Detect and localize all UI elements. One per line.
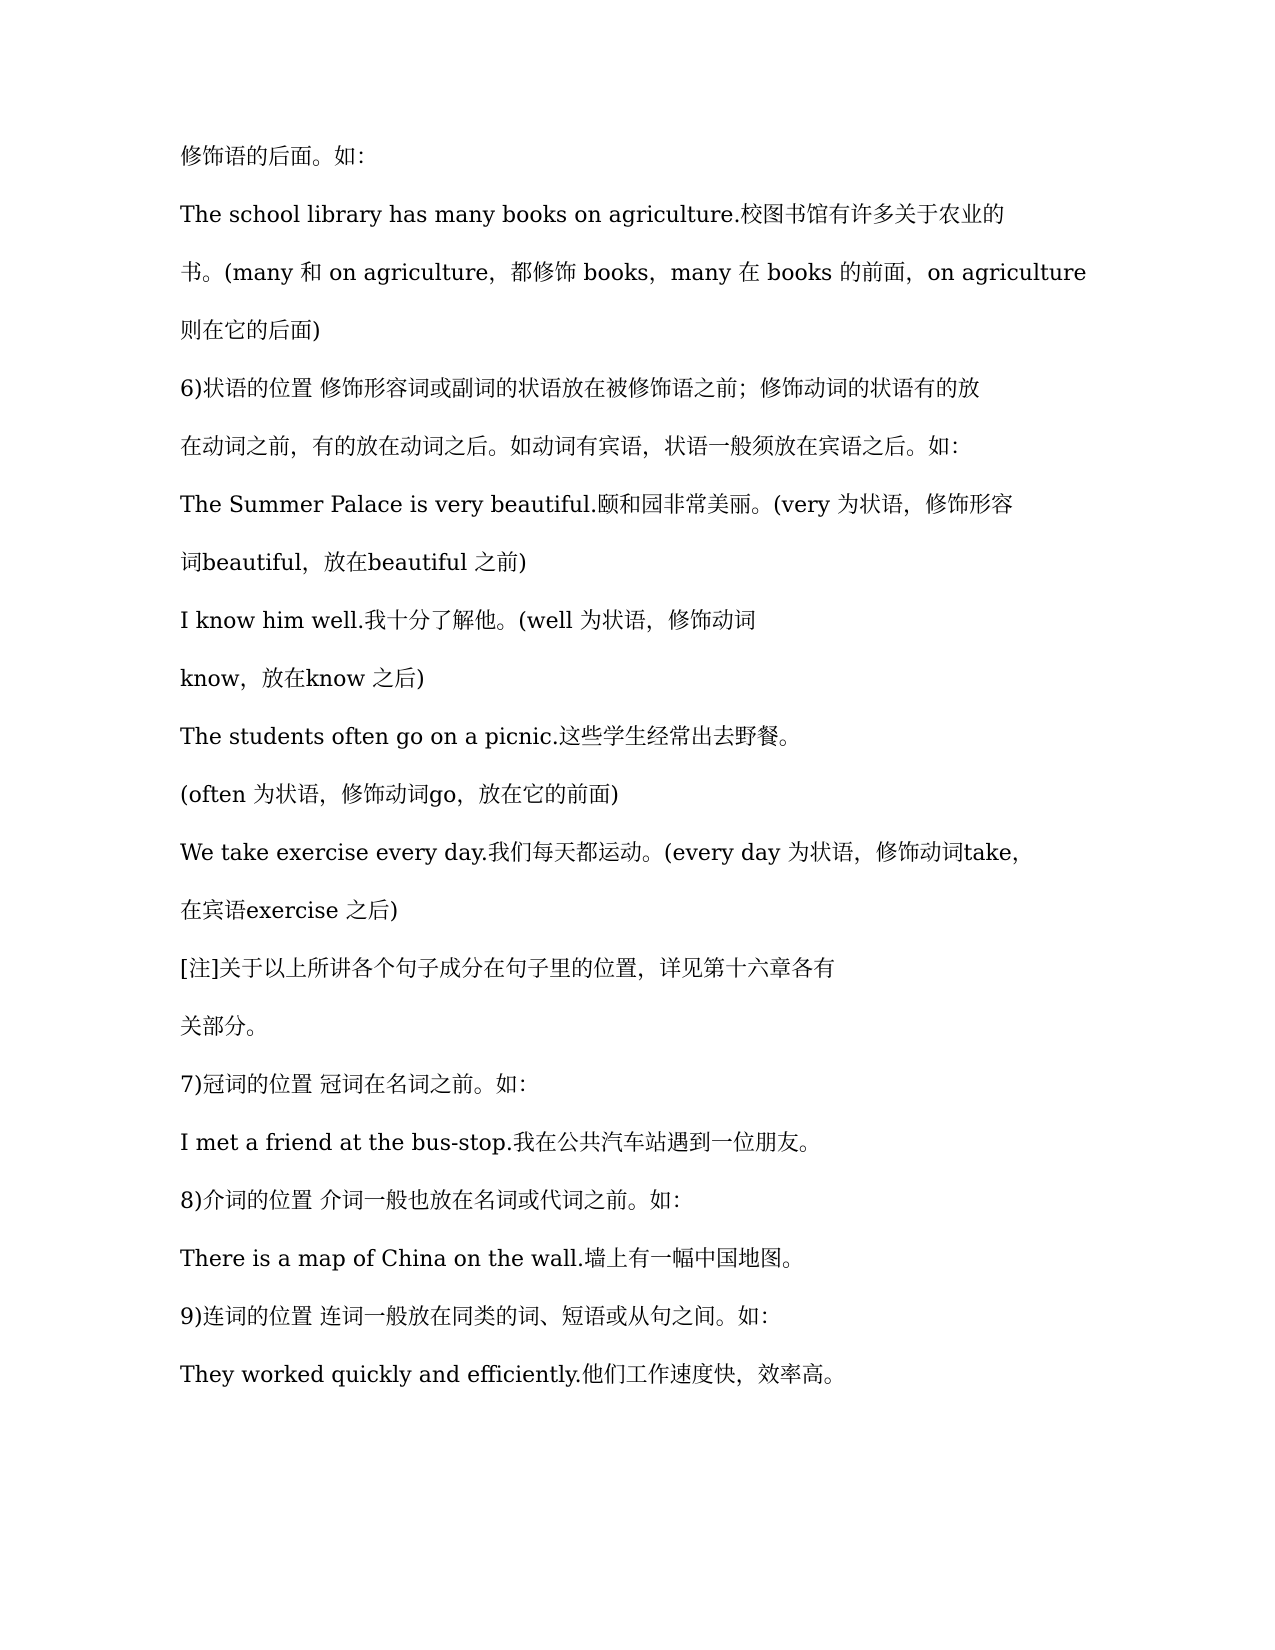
text-line: 在宾语exercise 之后) [180,899,399,924]
section-heading-6: 6)状语的位置 修饰形容词或副词的状语放在被修饰语之前；修饰动词的状语有的放 [180,377,980,402]
example-sentence: They worked quickly and efficiently.他们工作速度快，效率高。 [180,1363,846,1388]
example-sentence: The students often go on a picnic.这些学生经常出去野餐。 [180,725,801,750]
text-line: know，放在know 之后) [180,667,425,692]
example-sentence: We take exercise every day.我们每天都运动。(every day 为状语，修饰动词take， [180,841,1034,866]
section-heading-7: 7)冠词的位置 冠词在名词之前。如： [180,1073,540,1098]
example-sentence: There is a map of China on the wall.墙上有一幅中国地图。 [180,1247,805,1272]
text-line: 则在它的后面) [180,319,321,344]
example-sentence: I met a friend at the bus-stop.我在公共汽车站遇到一位朋友。 [180,1131,821,1156]
text-line: 修饰语的后面。如： [180,145,379,170]
example-sentence: I know him well.我十分了解他。(well 为状语，修饰动词 [180,609,756,634]
example-sentence: The Summer Palace is very beautiful.颐和园非常美丽。(very 为状语，修饰形容 [180,493,1014,518]
text-line: (often 为状语，修饰动词go，放在它的前面) [180,783,619,808]
text-line: 关部分。 [180,1015,269,1040]
text-line: 词beautiful，放在beautiful 之前) [180,551,527,576]
section-heading-8: 8)介词的位置 介词一般也放在名词或代词之前。如： [180,1189,694,1214]
text-line: 在动词之前，有的放在动词之后。如动词有宾语，状语一般须放在宾语之后。如： [180,435,973,460]
text-line: The school library has many books on agriculture.校图书馆有许多关于农业的 [180,203,1005,228]
text-line: 书。(many 和 on agriculture，都修饰 books，many 在 books 的前面，on agriculture [180,261,1087,286]
section-heading-9: 9)连词的位置 连词一般放在同类的词、短语或从句之间。如： [180,1305,782,1330]
note-line: [注]关于以上所讲各个句子成分在句子里的位置，详见第十六章各有 [180,957,836,982]
